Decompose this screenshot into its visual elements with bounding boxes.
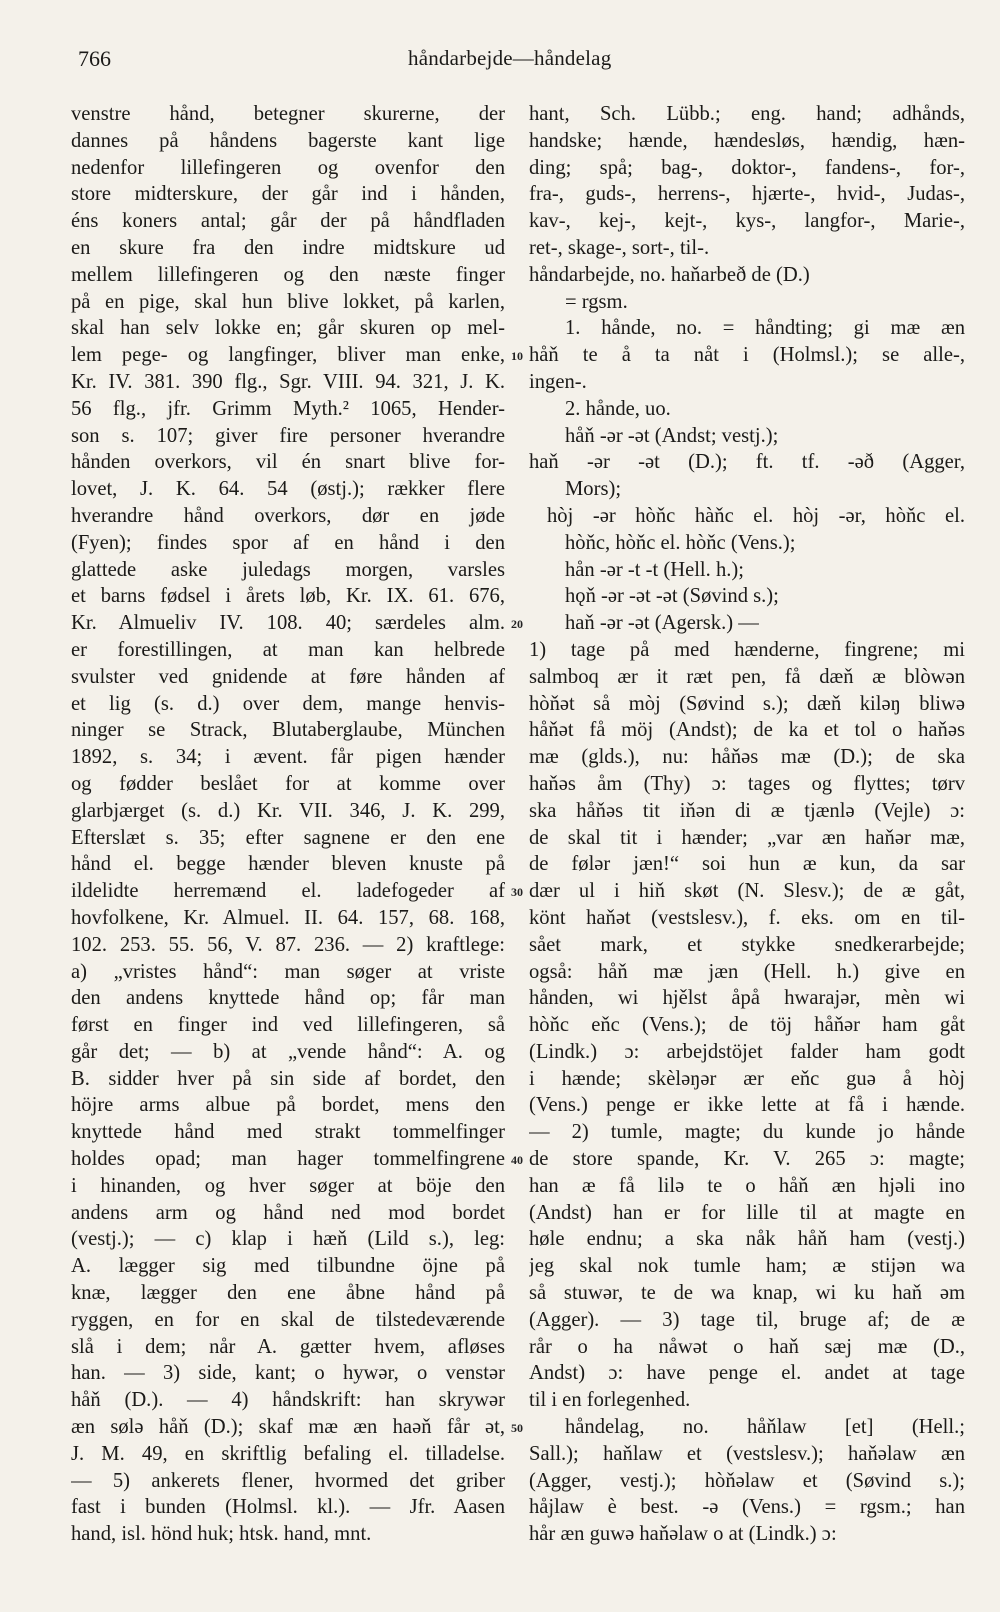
running-head: håndarbejde—håndelag (408, 46, 612, 70)
page-number: 766 (78, 46, 111, 71)
text-line: går det; — b) at „vende hånd“: A. og (71, 1040, 505, 1063)
text-line: de følər jæn!“ soi hun æ kun, da sar (529, 853, 965, 876)
text-line: sået mark, et stykke snedkerarbejde; (529, 933, 965, 956)
text-line: Mors); (565, 478, 622, 501)
text-line: i hænde; skèləŋər ær eňc guə å hòj (529, 1067, 965, 1090)
text-line: svulster ved gnidende at føre hånden af (71, 665, 505, 688)
text-line: 1. hånde, no. = håndting; gi mæ æn (565, 317, 965, 340)
text-line: (Andst) han er for lille til at magte en (529, 1201, 965, 1224)
text-line: rår o ha nåwət o haň sæj mæ (D., (529, 1335, 965, 1358)
text-line: (Lindk.) ɔ: arbejdstöjet falder ham godt (529, 1040, 965, 1063)
text-line: hǫň -ər -ət -ət (Søvind s.); (565, 585, 779, 608)
text-line: hòj -ər hòňc hàňc el. hòj -ər, hòňc el. (547, 504, 965, 527)
text-line: hån -ər -t -t (Hell. h.); (565, 558, 744, 581)
text-line: ska håňəs tit iňən di æ tjænlə (Vejle) ɔ: (529, 799, 965, 822)
text-line: ildelidte herremænd el. ladefogeder af (71, 880, 505, 903)
text-line: høle endnu; a ska nåk håň ham (vestj.) (529, 1228, 965, 1251)
text-line: glattede aske juledags morgen, varsles (71, 558, 505, 581)
text-line: de skal tit i hænder; „var æn haňər mæ, (529, 826, 965, 849)
text-line: hòňc eňc (Vens.); de töj håňər ham gåt (529, 1014, 965, 1037)
text-line: hår æn guwə haňəlaw o at (Lindk.) ɔ: (529, 1523, 837, 1546)
text-line: skal han selv lokke en; går skuren op mel- (71, 317, 505, 340)
text-line: hòňc, hòňc el. hòňc (Vens.); (565, 531, 796, 554)
text-line: dannes på håndens bagerste kant lige (71, 129, 505, 152)
text-line: hòňət så mòj (Søvind s.); dæň kiləŋ bliwə (529, 692, 965, 715)
text-line: på en pige, skal hun blive lokket, på karlen, (71, 290, 505, 313)
text-line: han æ få lilə te o håň æn hjəli ino (529, 1174, 965, 1197)
text-line: lem pege- og langfinger, bliver man enke, (71, 344, 505, 367)
text-line: mæ (glds.), nu: håňəs mæ (D.); de ska (529, 746, 965, 769)
line-number: 40 (511, 1153, 523, 1168)
text-line: handske; hænde, hændesløs, hændig, hæn- (529, 129, 965, 152)
text-line: knyttede hånd med strakt tommelfinger (71, 1121, 505, 1144)
text-line: Efterslæt s. 35; efter sagnene er den ene (71, 826, 505, 849)
text-line: hant, Sch. Lübb.; eng. hand; adhånds, (529, 103, 965, 125)
text-line: lovet, J. K. 64. 54 (østj.); rækker flere (71, 478, 505, 501)
text-line: slå i dem; når A. gætter hvem, afløses (71, 1335, 505, 1358)
left-column (71, 101, 505, 1548)
text-line: dær ul i hiň skøt (N. Slesv.); de æ gåt, (529, 880, 965, 903)
text-line: glarbjærget (s. d.) Kr. VII. 346, J. K. 299, (71, 799, 505, 822)
text-line: er forestillingen, at man kan helbrede (71, 638, 505, 661)
text-line: et lig (s. d.) over dem, mange henvis- (71, 692, 505, 715)
line-number: 30 (511, 885, 523, 900)
text-line: ret-, skage-, sort-, til-. (529, 236, 710, 259)
text-line: et barns fødsel i årets løb, Kr. IX. 61. 676, (71, 585, 505, 608)
text-line: ingen-. (529, 370, 587, 393)
text-line: den andens knyttede hånd op; får man (71, 987, 505, 1010)
text-line: nedenfor lillefingeren og ovenfor den (71, 156, 505, 179)
text-line: ninger se Strack, Blutaberglaube, München (71, 719, 505, 742)
text-line: venstre hånd, betegner skurerne, der (71, 103, 505, 125)
text-line: J. M. 49, en skriftlig befaling el. tilladelse. (71, 1442, 505, 1465)
text-line: jeg skal nok tumle ham; æ stijən wa (529, 1255, 965, 1278)
text-line: — 5) ankerets flener, hvormed det griber (71, 1469, 505, 1492)
text-line: andens arm og hånd ned mod bordet (71, 1201, 505, 1224)
text-line: fast i bunden (Holmsl. kl.). — Jfr. Aasen (71, 1496, 505, 1519)
text-line: håň (D.). — 4) håndskrift: han skrywər (71, 1389, 505, 1412)
text-line: (Agger, vestj.); hòňəlaw et (Søvind s.); (529, 1469, 965, 1492)
text-line: store midterskure, der går ind i hånden, (71, 183, 505, 206)
text-line: også: håň mæ jæn (Hell. h.) give en (529, 960, 965, 983)
text-line: — 2) tumle, magte; du kunde jo hånde (529, 1121, 965, 1144)
right-column (529, 101, 965, 1548)
text-line: 102. 253. 55. 56, V. 87. 236. — 2) kraftlege: (71, 933, 505, 956)
text-line: hånden overkors, vil én snart blive for- (71, 451, 505, 474)
text-line: hånden, wi hjělst åpå hwarajər, mèn wi (529, 987, 965, 1010)
line-number: 20 (511, 617, 523, 632)
line-number: 50 (511, 1421, 523, 1436)
text-line: (Fyen); findes spor af en hånd i den (71, 531, 505, 554)
text-line: knæ, lægger den ene åbne hånd på (71, 1282, 505, 1305)
text-line: haň -ər -ət (Agersk.) — (565, 612, 759, 635)
text-line: kav-, kej-, kejt-, kys-, langfor-, Marie-, (529, 210, 965, 233)
text-line: 2. hånde, uo. (565, 397, 671, 420)
text-line: A. lægger sig med tilbundne öjne på (71, 1255, 505, 1278)
text-line: 56 flg., jfr. Grimm Myth.² 1065, Hender- (71, 397, 505, 420)
text-line: håňət få möj (Andst); de ka et tol o haňəs (529, 719, 965, 742)
text-line: (vestj.); — c) klap i hæň (Lild s.), leg: (71, 1228, 505, 1251)
text-line: B. sidder hver på sin side af bordet, den (71, 1067, 505, 1090)
text-line: ding; spå; bag-, doktor-, fandens-, for-, (529, 156, 965, 179)
text-line: Andst) ɔ: have penge el. andet at tage (529, 1362, 965, 1385)
text-line: en skure fra den indre midtskure ud (71, 236, 505, 259)
text-line: til i en forlegenhed. (529, 1389, 691, 1412)
text-line: könt haňət (vestslesv.), f. eks. om en til- (529, 906, 965, 929)
text-line: de store spande, Kr. V. 265 ɔ: magte; (529, 1148, 965, 1171)
text-line: håň te å ta nåt i (Holmsl.); se alle-, (529, 344, 965, 367)
text-line: a) „vristes hånd“: man søger at vriste (71, 960, 505, 983)
text-line: håň -ər -ət (Andst; vestj.); (565, 424, 779, 447)
text-line: = rgsm. (565, 290, 628, 313)
text-line: haňəs åm (Thy) ɔ: tages og flyttes; tørv (529, 772, 965, 795)
text-line: hovfolkene, Kr. Almuel. II. 64. 157, 68. 168, (71, 906, 505, 929)
text-line: og fødder beslået for at komme over (71, 772, 505, 795)
line-number: 10 (511, 349, 523, 364)
text-line: Kr. Almueliv IV. 108. 40; særdeles alm. (71, 612, 505, 635)
text-line: Kr. IV. 381. 390 flg., Sgr. VIII. 94. 321, J. K. (71, 370, 505, 393)
text-line: höjre arms albue på bordet, mens den (71, 1094, 505, 1117)
text-line: son s. 107; giver fire personer hverandre (71, 424, 505, 447)
text-line: hånd el. begge hænder bleven knuste på (71, 853, 505, 876)
text-line: ryggen, en for en skal de tilstedeværende (71, 1308, 505, 1331)
text-line: 1) tage på med hænderne, fingrene; mi (529, 638, 965, 661)
text-line: han. — 3) side, kant; o hywər, o venstər (71, 1362, 505, 1385)
text-line: håjlaw è best. -ə (Vens.) = rgsm.; han (529, 1496, 965, 1519)
text-line: fra-, guds-, herrens-, hjærte-, hvid-, Judas-, (529, 183, 965, 206)
text-line: æn sølə håň (D.); skaf mæ æn haəň får ət, (71, 1416, 505, 1439)
text-line: 1892, s. 34; i ævent. får pigen hænder (71, 746, 505, 769)
text-line: hand, isl. hönd huk; htsk. hand, mnt. (71, 1523, 372, 1546)
text-line: salmboq ær it ræt pen, få dæň æ blòwən (529, 665, 965, 688)
text-line: (Vens.) penge er ikke lette at få i hænde. (529, 1094, 965, 1117)
text-line: hverandre hånd overkors, dør en jøde (71, 504, 505, 527)
text-line: (Agger). — 3) tage til, bruge af; de æ (529, 1308, 965, 1331)
text-line: først en finger ind ved lillefingeren, så (71, 1014, 505, 1037)
text-line: så stuwər, te de wa knap, wi ku haň əm (529, 1282, 965, 1305)
text-line: håndarbejde, no. haňarbeð de (D.) (529, 263, 810, 286)
text-line: Sall.); haňlaw et (vestslesv.); haňəlaw æn (529, 1442, 965, 1465)
text-line: i hinanden, og hver søger at böje den (71, 1174, 505, 1197)
text-line: holdes opad; man hager tommelfingrene (71, 1148, 505, 1171)
text-line: håndelag, no. håňlaw [et] (Hell.; (565, 1416, 965, 1439)
text-line: éns koners antal; går der på håndfladen (71, 210, 505, 233)
text-line: haň -ər -ət (D.); ft. tf. -əð (Agger, (529, 451, 965, 474)
page-header (78, 46, 978, 80)
text-line: mellem lillefingeren og den næste finger (71, 263, 505, 286)
